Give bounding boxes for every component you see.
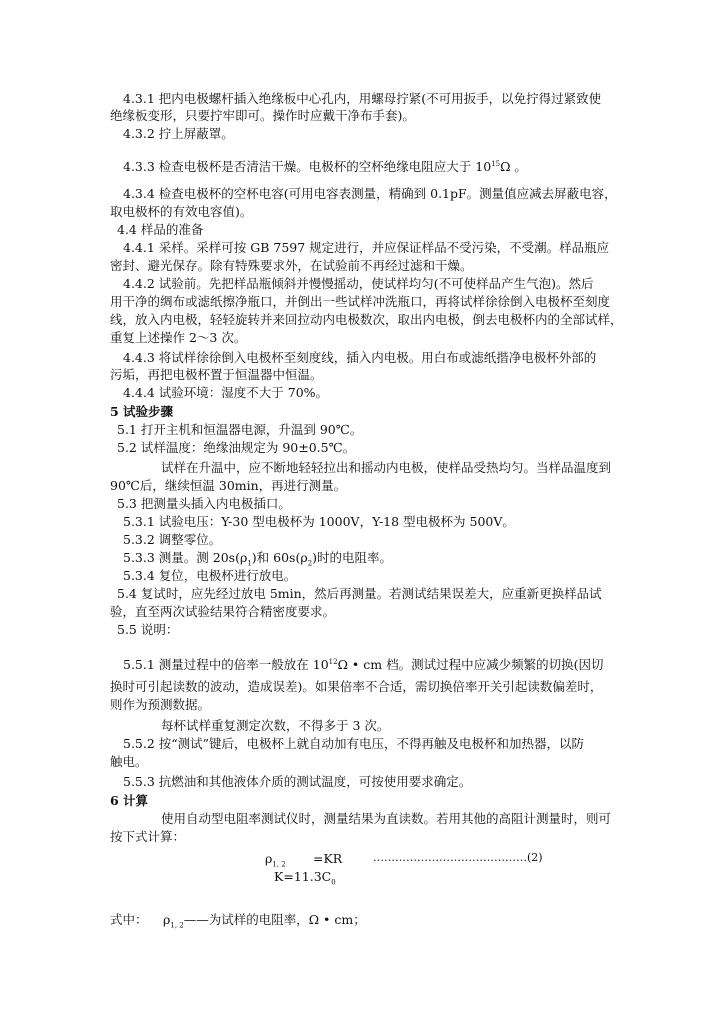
text-line: 验，直至两次试验结果符合精密度要求。 — [110, 604, 336, 619]
text-line: 90℃后，继续恒温 30min，再进行测量。 — [110, 478, 347, 493]
where-rho-desc: $\rho_{1, 2}——$为试样的电阻率，Ω • cm； — [163, 912, 366, 930]
text-line: 5.4 复试时，应先经过放电 5min，然后再测量。若测试结果误差大，应重新更换样品试 — [117, 586, 602, 601]
text-line: 4.3.4 检查电极杯的空杯电容(可用电容表测量，精确到 0.1pF。测量值应减去屏蔽电容， — [123, 186, 617, 201]
text-line: 5.5.3 抗燃油和其他液体介质的测试温度，可按使用要求确定。 — [123, 774, 472, 789]
text-line: 每杯试样重复测定次数，不得多于 3 次。 — [161, 718, 390, 733]
text-line: 4.4.3 将试样徐徐倒入电极杯至刻度线，插入内电极。用白布或滤纸揩净电极杯外部的 — [123, 350, 597, 365]
text-line: 用干净的绸布或滤纸擦净瓶口，并倒出一些试样冲洗瓶口，再将试样徐徐倒入电极杯至刻度 — [110, 294, 611, 309]
text-line: 4.4.2 试验前。先把样品瓶倾斜并慢慢摇动，使试样均匀(不可使样品产生气泡)。然后 — [123, 276, 594, 291]
formula-k: $K=11.3C_0$ — [274, 869, 336, 887]
text-line: 4.3.2 拧上屏蔽罩。 — [123, 126, 234, 141]
text-line: 5.3.2 调整零位。 — [123, 532, 222, 547]
text-line: 按下式计算： — [110, 829, 186, 844]
section-heading: 4.4 样品的准备 — [117, 222, 204, 237]
text-line: 4.3.1 把内电极螺杆插入绝缘板中心孔内，用螺母拧紧(不可用扳手，以免拧得过紧致使 — [123, 91, 602, 106]
text-line: 取电极杯的有效电容值)。 — [110, 204, 253, 219]
text-line: 5.1 打开主机和恒温器电源，升温到 90℃。 — [117, 422, 363, 437]
text-line: 4.4.4 试验环境：湿度不大于 70%。 — [123, 385, 329, 400]
text-line: 试样在升温中，应不断地轻轻拉出和摇动内电极，使样品受热均匀。当样品温度到 — [161, 460, 612, 475]
section-heading: 5 试验步骤 — [110, 404, 174, 419]
text-line: 线，放入内电极，轻轻旋转并来回拉动内电极数次，取出内电极，倒去电极杯内的全部试样， — [110, 312, 623, 327]
text-line: 密封、避光保存。除有特殊要求外，在试验前不再经过滤和干燥。 — [110, 258, 473, 273]
text-line: 绝缘板变形，只要拧牢即可。操作时应戴干净布手套)。 — [110, 108, 415, 123]
text-line: 使用自动型电阻率测试仪时，测量结果为直读数。若用其他的高阻计测量时，则可 — [161, 811, 612, 826]
section-heading: 6 计算 — [110, 793, 149, 808]
text-line: 触电。 — [110, 754, 148, 769]
text-line: 5.5.2 按“测试”键后，电极杯上就自动加有电压，不得再触及电极杯和加热器，以防 — [123, 736, 585, 751]
text-line: 5.3 把测量头插入内电极插口。 — [117, 496, 291, 511]
text-line: 重复上述操作 2～3 次。 — [110, 330, 247, 345]
formula-rho: $\rho_{1, 2}$ — [265, 851, 286, 869]
text-line: 5.3.3 测量。测 $20s(\rho_1)$和 $60s(\rho_2)$时的电阻率。 — [123, 550, 393, 568]
text-line: 则作为预测数据。 — [110, 697, 211, 712]
text-line: 5.3.4 复位，电极杯进行放电。 — [123, 568, 297, 583]
formula-equals-kr: =KR — [313, 851, 343, 866]
text-line: 4.3.3 检查电极杯是否清洁干燥。电极杯的空杯绝缘电阻应大于 $10^{15}\Omega$ 。 — [123, 159, 527, 175]
formula-number: ……………………………………(2) — [373, 851, 543, 864]
text-line: 污垢，再把电极杯置于恒温器中恒温。 — [110, 367, 323, 382]
text-line: 4.4.1 采样。采样可按 GB 7597 规定进行，并应保证样品不受污染，不受潮。样品瓶应 — [123, 240, 610, 255]
text-line: 5.5.1 测量过程中的倍率一般放在 $10^{12}\Omega$ • cm 档。测试过程中应减少频繁的切换(因切 — [123, 657, 604, 673]
text-line: 5.5 说明： — [117, 622, 179, 637]
text-line: 5.3.1 试验电压：Y-30 型电极杯为 1000V，Y-18 型电极杯为 500V。 — [123, 514, 515, 529]
text-line: 换时可引起读数的波动，造成误差)。如果倍率不合适，需切换倍率开关引起读数偏差时， — [110, 679, 603, 694]
where-label: 式中： — [110, 912, 148, 927]
text-line: 5.2 试样温度：绝缘油规定为 90±0.5℃。 — [117, 440, 356, 455]
